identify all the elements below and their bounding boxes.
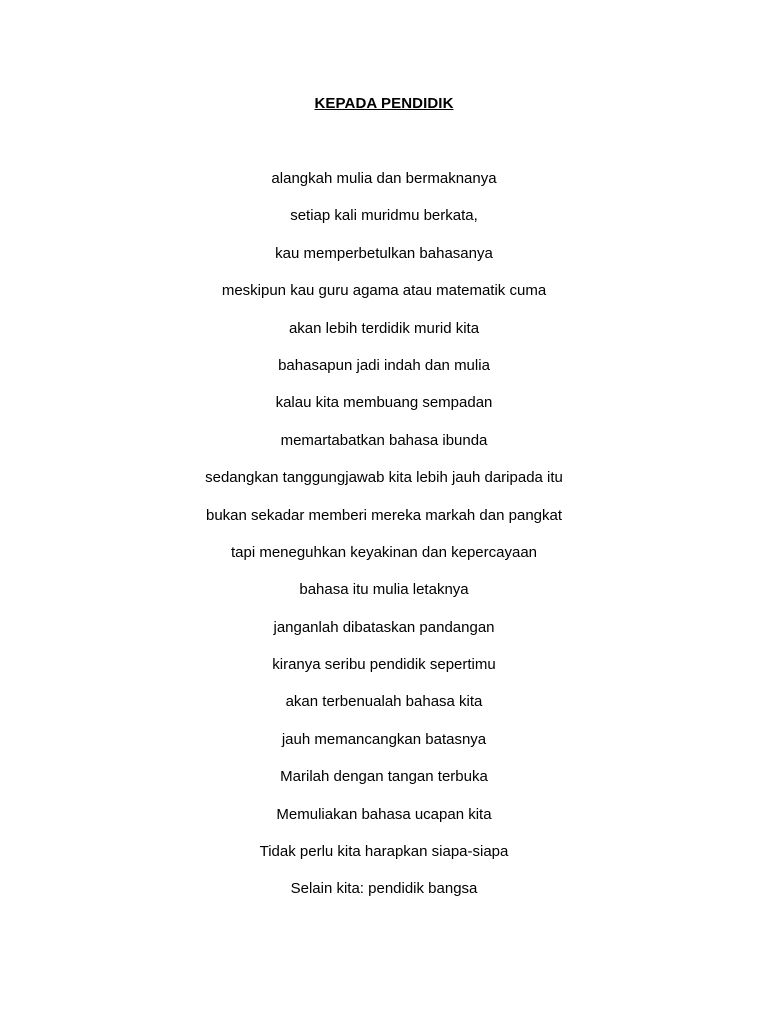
poem-line: janganlah dibataskan pandangan (273, 618, 495, 636)
poem-line: sedangkan tanggungjawab kita lebih jauh daripada itu (205, 469, 563, 487)
poem-line: memartabatkan bahasa ibunda (280, 431, 488, 449)
poem-line: akan terbenualah bahasa kita (285, 693, 483, 711)
poem-line: tapi meneguhkan keyakinan dan kepercayaan (230, 543, 538, 561)
poem-line: setiap kali muridmu berkata, (290, 207, 478, 225)
poem-line: jauh memancangkan batasnya (281, 730, 487, 748)
poem-line: Memuliakan bahasa ucapan kita (276, 805, 492, 823)
poem-line: meskipun kau guru agama atau matematik cuma (221, 282, 547, 300)
poem-line: bahasa itu mulia letaknya (299, 581, 469, 599)
poem-line: kau memperbetulkan bahasanya (275, 244, 493, 262)
poem-line: kalau kita membuang sempadan (275, 394, 493, 412)
poem-title: KEPADA PENDIDIK (314, 95, 454, 112)
poem-line: Tidak perlu kita harapkan siapa-siapa (259, 843, 509, 861)
poem-line: bukan sekadar memberi mereka markah dan pangkat (205, 506, 563, 524)
poem-line: Marilah dengan tangan terbuka (280, 768, 488, 786)
poem-line: kiranya seribu pendidik sepertimu (272, 656, 496, 674)
poem-line: bahasapun jadi indah dan mulia (278, 356, 490, 374)
poem-line: alangkah mulia dan bermaknanya (271, 170, 497, 187)
poem-body (0, 168, 768, 916)
poem-line: Selain kita: pendidik bangsa (290, 880, 478, 898)
poem-line: akan lebih terdidik murid kita (288, 319, 480, 337)
